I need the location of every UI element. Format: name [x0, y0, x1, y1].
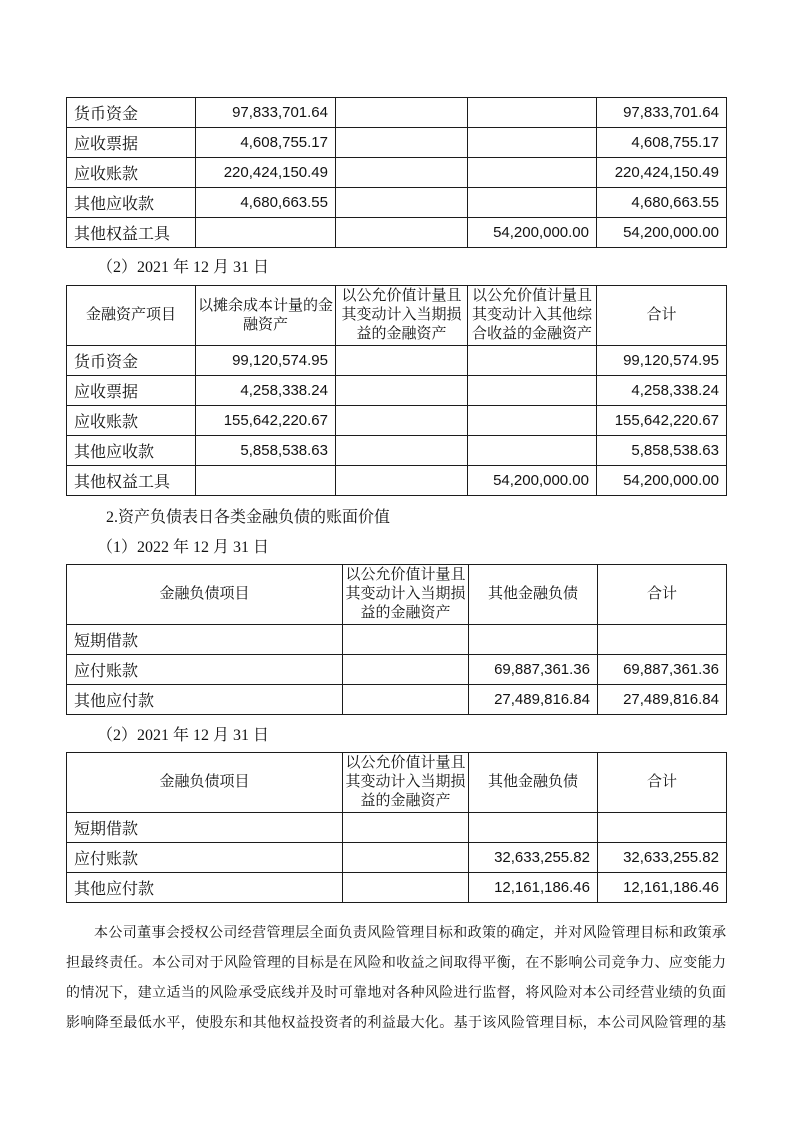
section-heading-liabilities: 2.资产负债表日各类金融负债的账面价值: [106, 509, 391, 526]
empty-cell: [336, 188, 468, 218]
column-header: 合计: [598, 753, 727, 813]
empty-cell: [469, 813, 598, 843]
table-row: [67, 128, 727, 158]
amount-cell: 97,833,701.64: [196, 98, 336, 128]
table-row: [67, 466, 727, 496]
amount-cell: 69,887,361.36: [469, 655, 598, 685]
empty-cell: [336, 98, 468, 128]
empty-cell: [343, 873, 469, 903]
table-row: [67, 218, 727, 248]
row-label: 短期借款: [67, 625, 343, 655]
amount-cell: 5,858,538.63: [597, 436, 727, 466]
paragraph-line: 影响降至最低水平，使股东和其他权益投资者的利益最大化。基于该风险管理目标，本公司风险管理的基: [66, 1016, 726, 1031]
empty-cell: [336, 218, 468, 248]
amount-cell: 12,161,186.46: [598, 873, 727, 903]
amount-cell: 4,608,755.17: [597, 128, 727, 158]
table-caption-liabilities-2021: （2）2021 年 12 月 31 日: [97, 727, 270, 744]
amount-cell: 5,858,538.63: [196, 436, 336, 466]
table-row: [67, 843, 727, 873]
column-header: 以公允价值计量且其变动计入其他综合收益的金融资产: [468, 286, 597, 346]
column-header: 以公允价值计量且其变动计入当期损益的金融资产: [343, 753, 469, 813]
amount-cell: 4,680,663.55: [196, 188, 336, 218]
header-row: [67, 753, 727, 813]
row-label: 货币资金: [67, 346, 196, 376]
table-row: [67, 346, 727, 376]
empty-cell: [598, 625, 727, 655]
table-row: [67, 406, 727, 436]
column-header: 以公允价值计量且其变动计入当期损益的金融资产: [343, 565, 469, 625]
paragraph-line: 担最终责任。本公司对于风险管理的目标是在风险和收益之间取得平衡，在不影响公司竞争力、应变能力: [66, 956, 726, 971]
table-caption-assets-2021: （2）2021 年 12 月 31 日: [97, 259, 270, 276]
row-label: 应收票据: [67, 376, 196, 406]
amount-cell: 155,642,220.67: [597, 406, 727, 436]
financial-liabilities-table-2022: [66, 564, 727, 715]
amount-cell: 27,489,816.84: [469, 685, 598, 715]
amount-cell: 12,161,186.46: [469, 873, 598, 903]
table-caption-liabilities-2022: （1）2022 年 12 月 31 日: [97, 539, 270, 556]
amount-cell: 220,424,150.49: [597, 158, 727, 188]
row-label: 其他应收款: [67, 188, 196, 218]
row-label: 其他应付款: [67, 873, 343, 903]
row-label: 其他权益工具: [67, 466, 196, 496]
financial-assets-table-2021: [66, 285, 727, 496]
amount-cell: 69,887,361.36: [598, 655, 727, 685]
empty-cell: [343, 685, 469, 715]
amount-cell: 97,833,701.64: [597, 98, 727, 128]
amount-cell: 99,120,574.95: [597, 346, 727, 376]
column-header: 以摊余成本计量的金融资产: [196, 286, 336, 346]
amount-cell: 155,642,220.67: [196, 406, 336, 436]
empty-cell: [196, 466, 336, 496]
column-header: 金融负债项目: [67, 565, 343, 625]
empty-cell: [343, 843, 469, 873]
amount-cell: 54,200,000.00: [468, 218, 597, 248]
row-label: 货币资金: [67, 98, 196, 128]
empty-cell: [336, 128, 468, 158]
financial-liabilities-table-2021: [66, 752, 727, 903]
row-label: 应收账款: [67, 158, 196, 188]
table-row: [67, 873, 727, 903]
empty-cell: [468, 188, 597, 218]
table-row: [67, 655, 727, 685]
table-row: [67, 685, 727, 715]
row-label: 应收账款: [67, 406, 196, 436]
column-header: 其他金融负债: [469, 753, 598, 813]
empty-cell: [468, 376, 597, 406]
empty-cell: [336, 158, 468, 188]
header-row: [67, 286, 727, 346]
amount-cell: 27,489,816.84: [598, 685, 727, 715]
empty-cell: [468, 158, 597, 188]
amount-cell: 54,200,000.00: [597, 218, 727, 248]
empty-cell: [468, 406, 597, 436]
row-label: 应收票据: [67, 128, 196, 158]
column-header: 金融负债项目: [67, 753, 343, 813]
empty-cell: [343, 813, 469, 843]
risk-management-paragraph: [66, 919, 726, 1039]
paragraph-line: 本公司董事会授权公司经营管理层全面负责风险管理目标和政策的确定，并对风险管理目标和政策承: [94, 926, 726, 941]
table-row: [67, 376, 727, 406]
amount-cell: 4,258,338.24: [597, 376, 727, 406]
empty-cell: [598, 813, 727, 843]
row-label: 短期借款: [67, 813, 343, 843]
empty-cell: [336, 436, 468, 466]
table-row: [67, 625, 727, 655]
empty-cell: [336, 466, 468, 496]
amount-cell: 220,424,150.49: [196, 158, 336, 188]
amount-cell: 4,608,755.17: [196, 128, 336, 158]
amount-cell: 99,120,574.95: [196, 346, 336, 376]
empty-cell: [468, 128, 597, 158]
row-label: 其他权益工具: [67, 218, 196, 248]
row-label: 应付账款: [67, 655, 343, 685]
paragraph-line: 的情况下，建立适当的风险承受底线并及时可靠地对各种风险进行监督，将风险对本公司经营业绩的负面: [66, 986, 726, 1001]
amount-cell: 32,633,255.82: [598, 843, 727, 873]
amount-cell: 54,200,000.00: [468, 466, 597, 496]
financial-assets-table-continued: [66, 97, 727, 248]
amount-cell: 4,680,663.55: [597, 188, 727, 218]
table-row: [67, 188, 727, 218]
empty-cell: [469, 625, 598, 655]
empty-cell: [468, 436, 597, 466]
column-header: 合计: [598, 565, 727, 625]
table-row: [67, 813, 727, 843]
empty-cell: [468, 98, 597, 128]
table-row: [67, 98, 727, 128]
header-row: [67, 565, 727, 625]
column-header: 其他金融负债: [469, 565, 598, 625]
empty-cell: [468, 346, 597, 376]
row-label: 应付账款: [67, 843, 343, 873]
empty-cell: [196, 218, 336, 248]
empty-cell: [336, 346, 468, 376]
column-header: 金融资产项目: [67, 286, 196, 346]
amount-cell: 32,633,255.82: [469, 843, 598, 873]
empty-cell: [336, 376, 468, 406]
row-label: 其他应付款: [67, 685, 343, 715]
table-row: [67, 436, 727, 466]
empty-cell: [343, 625, 469, 655]
amount-cell: 4,258,338.24: [196, 376, 336, 406]
row-label: 其他应收款: [67, 436, 196, 466]
amount-cell: 54,200,000.00: [597, 466, 727, 496]
column-header: 以公允价值计量且其变动计入当期损益的金融资产: [336, 286, 468, 346]
empty-cell: [336, 406, 468, 436]
column-header: 合计: [597, 286, 727, 346]
table-row: [67, 158, 727, 188]
empty-cell: [343, 655, 469, 685]
